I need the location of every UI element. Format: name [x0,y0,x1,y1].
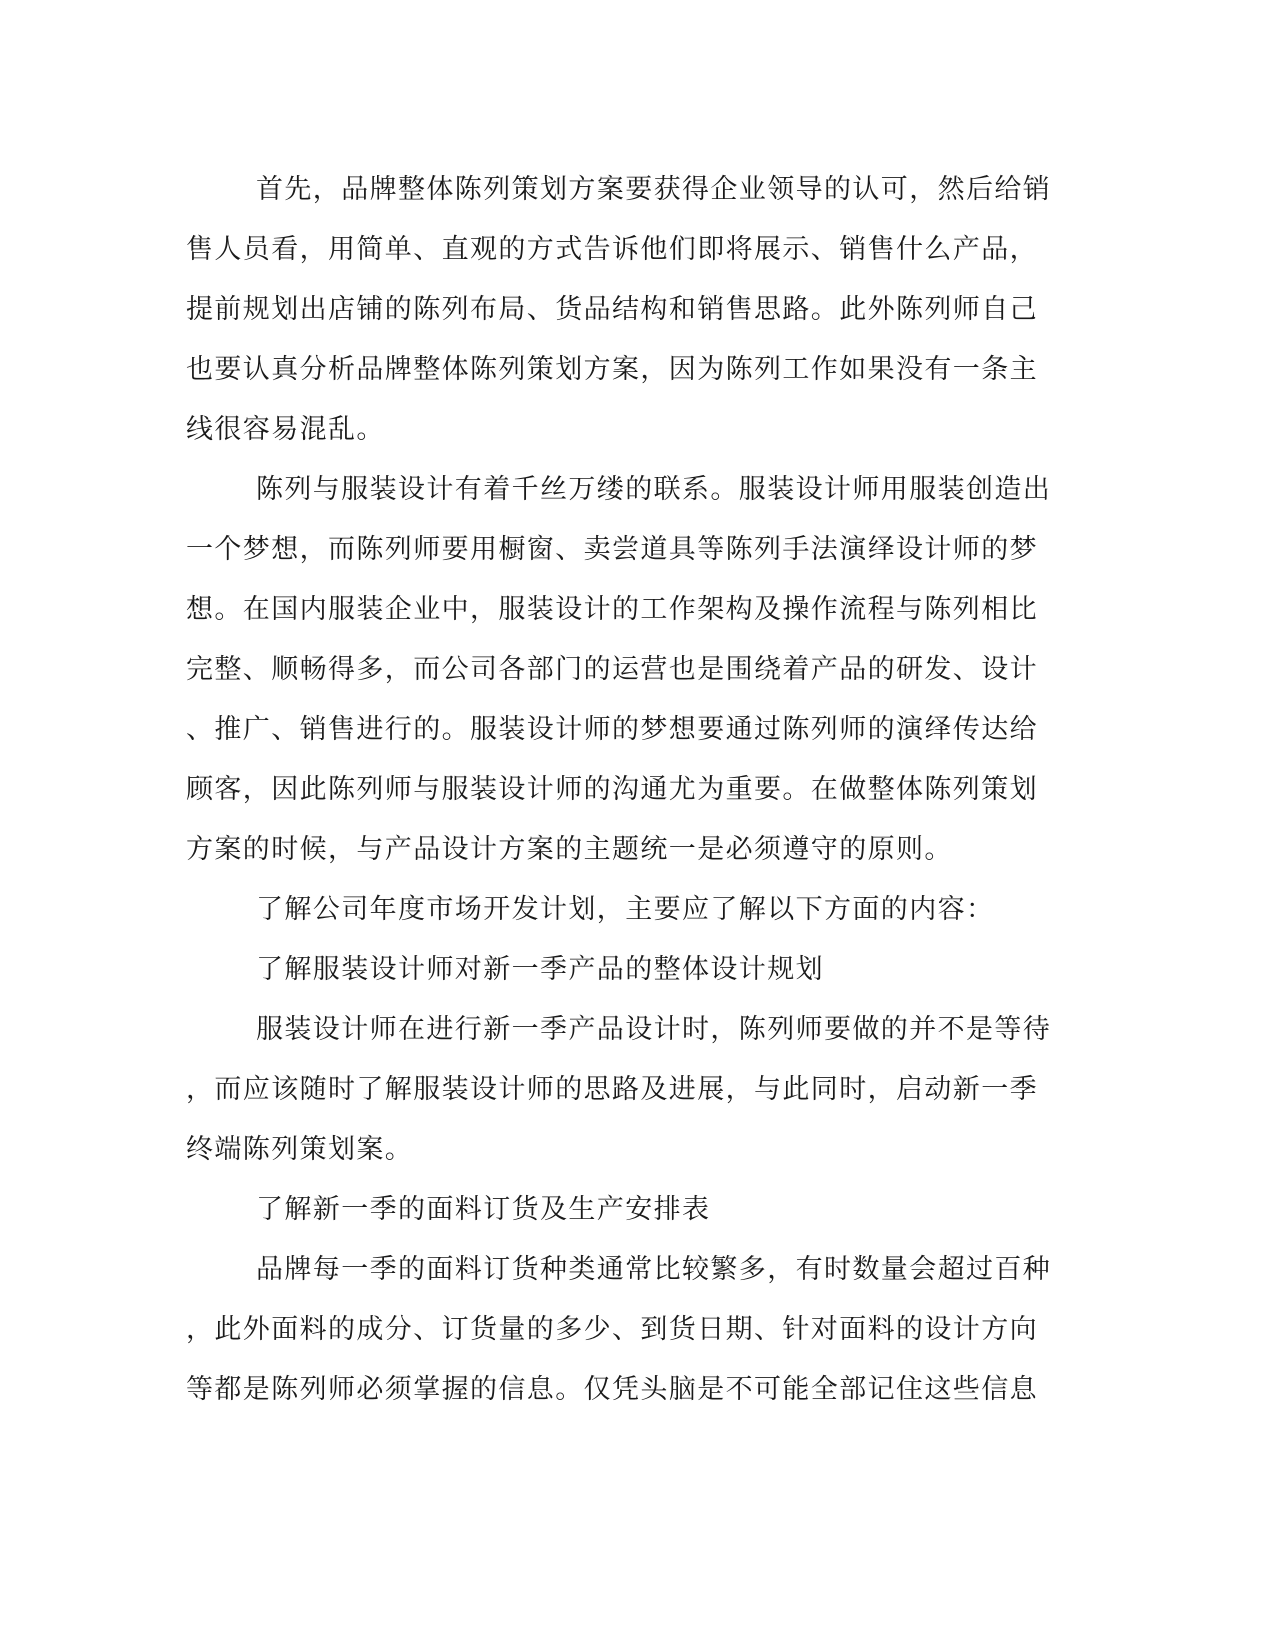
text-line: ，而应该随时了解服装设计师的思路及进展，与此同时，启动新一季 [186,1074,1038,1105]
text-line: 线很容易混乱。 [186,414,385,445]
text-line: 提前规划出店铺的陈列布局、货品结构和销售思路。此外陈列师自己 [186,294,1038,325]
text-line: 方案的时候，与产品设计方案的主题统一是必须遵守的原则。 [186,834,953,865]
text-line: 陈列与服装设计有着千丝万缕的联系。服装设计师用服装创造出 [256,474,1052,505]
section-heading: 了解新一季的面料订货及生产安排表 [256,1194,711,1225]
text-line: 等都是陈列师必须掌握的信息。仅凭头脑是不可能全部记住这些信息 [186,1374,1038,1405]
text-line: 首先，品牌整体陈列策划方案要获得企业领导的认可，然后给销 [256,174,1052,205]
text-line: 也要认真分析品牌整体陈列策划方案，因为陈列工作如果没有一条主 [186,354,1038,385]
text-line: 顾客，因此陈列师与服装设计师的沟通尤为重要。在做整体陈列策划 [186,774,1038,805]
text-line: 了解公司年度市场开发计划，主要应了解以下方面的内容： [256,894,995,925]
text-line: 想。在国内服装企业中，服装设计的工作架构及操作流程与陈列相比 [186,594,1038,625]
section-heading: 了解服装设计师对新一季产品的整体设计规划 [256,954,824,985]
text-line: 、推广、销售进行的。服装设计师的梦想要通过陈列师的演绎传达给 [186,714,1038,745]
text-line: 终端陈列策划案。 [186,1134,414,1165]
text-line: ，此外面料的成分、订货量的多少、到货日期、针对面料的设计方向 [186,1314,1038,1345]
text-line: 一个梦想，而陈列师要用橱窗、卖尝道具等陈列手法演绎设计师的梦 [186,534,1038,565]
text-line: 完整、顺畅得多，而公司各部门的运营也是围绕着产品的研发、设计 [186,654,1038,685]
document-body [186,160,1066,1420]
text-line: 服装设计师在进行新一季产品设计时，陈列师要做的并不是等待 [256,1014,1052,1045]
text-line: 品牌每一季的面料订货种类通常比较繁多，有时数量会超过百种 [256,1254,1052,1285]
text-line: 售人员看，用简单、直观的方式告诉他们即将展示、销售什么产品， [186,234,1038,265]
